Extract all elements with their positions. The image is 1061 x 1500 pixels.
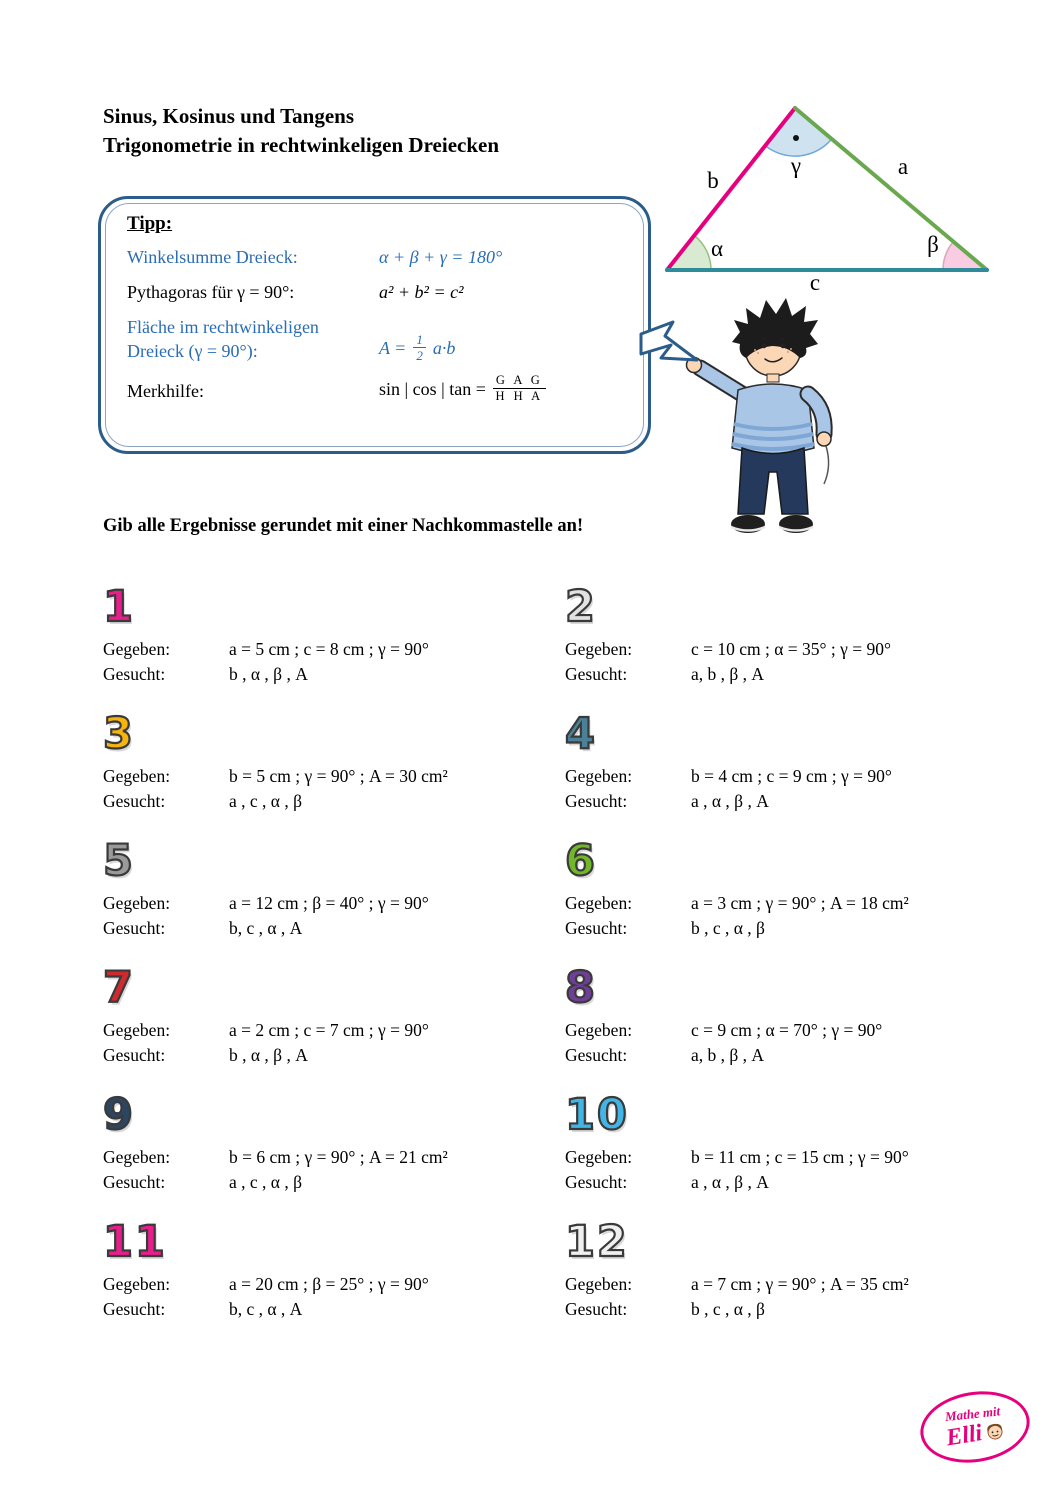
tip-formula: a² + b² = c² (379, 282, 464, 302)
exercise-number: 1 (103, 582, 135, 632)
triangle-label-c: c (809, 270, 821, 295)
gesucht-value: b , α , β , A (229, 664, 308, 684)
gegeben-row (103, 764, 565, 789)
gesucht-value: a, b , β , A (691, 664, 765, 684)
tip-label: Merkhilfe: (127, 381, 204, 402)
gegeben-label: Gegeben: (103, 766, 171, 786)
triangle-label-alpha: α (710, 236, 724, 261)
gesucht-label: Gesucht: (103, 918, 166, 938)
gesucht-label: Gesucht: (103, 1299, 166, 1319)
gegeben-value: a = 3 cm ; γ = 90° ; A = 18 cm² (691, 893, 909, 913)
title-line-1: Sinus, Kosinus und Tangens (103, 104, 355, 128)
tip-box (98, 196, 651, 454)
gegeben-label: Gegeben: (103, 1020, 171, 1040)
gegeben-label: Gegeben: (103, 893, 171, 913)
page-title (103, 102, 499, 160)
exercise-number: 11 (103, 1217, 167, 1267)
exercise-number: 2 (565, 582, 597, 632)
exercise-number: 6 (565, 836, 597, 886)
gesucht-value: b , c , α , β (691, 1299, 765, 1319)
gesucht-value: a, b , β , A (691, 1045, 765, 1065)
triangle-side-b (667, 108, 795, 270)
gesucht-label: Gesucht: (565, 1299, 628, 1319)
exercise-grid (103, 580, 983, 1342)
exercise-3 (103, 707, 565, 834)
gesucht-row (565, 916, 983, 941)
gegeben-row (103, 637, 565, 662)
exercise-number: 3 (103, 709, 135, 759)
triangle-side-a (795, 108, 987, 270)
gegeben-value: b = 4 cm ; c = 9 cm ; γ = 90° (691, 766, 892, 786)
gesucht-row (103, 789, 565, 814)
gesucht-row (103, 916, 565, 941)
gesucht-value: b , c , α , β (691, 918, 765, 938)
gegeben-row (565, 1018, 983, 1043)
fraction-numerator: 1 (413, 333, 426, 349)
exercise-1 (103, 580, 565, 707)
exercise-4 (565, 707, 983, 834)
tip-formula (379, 333, 455, 363)
gesucht-label: Gesucht: (565, 664, 628, 684)
gegeben-value: a = 5 cm ; c = 8 cm ; γ = 90° (229, 639, 429, 659)
tip-label-line-1: Fläche im rechtwinkeligen (127, 317, 319, 337)
gegeben-row (565, 637, 983, 662)
gegeben-row (103, 1145, 565, 1170)
triangle-label-a: a (897, 154, 909, 179)
exercise-7 (103, 961, 565, 1088)
exercise-number: 8 (565, 963, 597, 1013)
fraction (493, 374, 546, 403)
triangle-label-gamma: γ (790, 153, 802, 178)
exercise-8 (565, 961, 983, 1088)
fraction-denominator: H H A (495, 389, 544, 404)
tip-label: Winkelsumme Dreieck: (127, 247, 298, 267)
exercise-5 (103, 834, 565, 961)
exercise-6 (565, 834, 983, 961)
gegeben-value: a = 2 cm ; c = 7 cm ; γ = 90° (229, 1020, 429, 1040)
fraction-numerator: G A G (493, 374, 546, 389)
gesucht-value: b , α , β , A (229, 1045, 308, 1065)
formula-suffix: a·b (432, 337, 456, 358)
gesucht-label: Gesucht: (565, 1045, 628, 1065)
gegeben-row (565, 764, 983, 789)
gegeben-value: b = 11 cm ; c = 15 cm ; γ = 90° (691, 1147, 909, 1167)
tip-label-line-2: Dreieck (γ = 90°): (127, 341, 258, 361)
logo-text-line2: Elli (944, 1420, 985, 1452)
tip-formula (379, 374, 546, 403)
gesucht-label: Gesucht: (565, 791, 628, 811)
gesucht-row (565, 662, 983, 687)
tip-label (127, 315, 379, 363)
triangle-figure (655, 100, 1000, 295)
speech-bubble-tail (637, 314, 712, 380)
gegeben-value: a = 7 cm ; γ = 90° ; A = 35 cm² (691, 1274, 909, 1294)
gegeben-label: Gegeben: (565, 1020, 633, 1040)
tip-row-flaeche (127, 315, 622, 363)
gegeben-label: Gegeben: (103, 639, 171, 659)
exercise-number: 9 (103, 1090, 135, 1140)
gegeben-row (103, 1272, 565, 1297)
tip-row-merkhilfe (127, 374, 622, 403)
gegeben-value: a = 12 cm ; β = 40° ; γ = 90° (229, 893, 429, 913)
tip-row-pythagoras (127, 280, 622, 304)
triangle-label-b: b (707, 168, 719, 193)
gegeben-label: Gegeben: (565, 1274, 633, 1294)
gegeben-label: Gegeben: (565, 639, 633, 659)
gegeben-row (103, 891, 565, 916)
instruction-text: Gib alle Ergebnisse gerundet mit einer Nachkommastelle an! (103, 516, 584, 536)
logo-girl-face-icon (982, 1418, 1007, 1443)
logo-mathe-mit-elli (915, 1384, 1035, 1470)
exercise-number: 10 (565, 1090, 629, 1140)
gesucht-row (103, 1297, 565, 1322)
gegeben-value: b = 6 cm ; γ = 90° ; A = 21 cm² (229, 1147, 448, 1167)
gesucht-row (103, 662, 565, 687)
gegeben-value: c = 9 cm ; α = 70° ; γ = 90° (691, 1020, 883, 1040)
triangle-label-beta: β (927, 232, 939, 257)
gesucht-row (565, 1043, 983, 1068)
gesucht-value: b, c , α , A (229, 1299, 303, 1319)
gegeben-label: Gegeben: (565, 1147, 633, 1167)
gesucht-label: Gesucht: (103, 1045, 166, 1065)
gesucht-label: Gesucht: (565, 1172, 628, 1192)
gegeben-label: Gegeben: (103, 1274, 171, 1294)
tip-label: Pythagoras für γ = 90°: (127, 282, 295, 302)
exercise-2 (565, 580, 983, 707)
kid-pants (738, 448, 808, 514)
gesucht-value: b, c , α , A (229, 918, 303, 938)
gesucht-value: a , c , α , β (229, 1172, 302, 1192)
gesucht-value: a , α , β , A (691, 1172, 769, 1192)
logo-text-line1: Mathe mit (944, 1403, 1002, 1425)
gegeben-row (103, 1018, 565, 1043)
exercise-number: 7 (103, 963, 135, 1013)
gesucht-row (103, 1043, 565, 1068)
gesucht-value: a , α , β , A (691, 791, 769, 811)
gegeben-row (565, 1145, 983, 1170)
gesucht-label: Gesucht: (565, 918, 628, 938)
gegeben-value: c = 10 cm ; α = 35° ; γ = 90° (691, 639, 892, 659)
gesucht-label: Gesucht: (103, 664, 166, 684)
gesucht-row (565, 1170, 983, 1195)
fraction-denominator: 2 (416, 348, 423, 364)
gegeben-row (565, 1272, 983, 1297)
tip-heading: Tipp: (127, 213, 173, 234)
exercise-number: 5 (103, 836, 135, 886)
gegeben-value: b = 5 cm ; γ = 90° ; A = 30 cm² (229, 766, 448, 786)
gegeben-label: Gegeben: (103, 1147, 171, 1167)
gesucht-value: a , c , α , β (229, 791, 302, 811)
gesucht-label: Gesucht: (103, 1172, 166, 1192)
gesucht-row (565, 1297, 983, 1322)
exercise-11 (103, 1215, 565, 1342)
exercise-number: 4 (565, 709, 597, 759)
gesucht-label: Gesucht: (103, 791, 166, 811)
formula-prefix: A = (379, 337, 407, 358)
right-angle-dot (793, 135, 799, 141)
exercise-number: 12 (565, 1217, 629, 1267)
tip-formula: α + β + γ = 180° (379, 247, 503, 267)
gegeben-label: Gegeben: (565, 893, 633, 913)
exercise-12 (565, 1215, 983, 1342)
gesucht-row (103, 1170, 565, 1195)
gegeben-row (565, 891, 983, 916)
gegeben-value: a = 20 cm ; β = 25° ; γ = 90° (229, 1274, 429, 1294)
gegeben-label: Gegeben: (565, 766, 633, 786)
fraction (413, 333, 426, 363)
exercise-10 (565, 1088, 983, 1215)
formula-prefix: sin | cos | tan = (379, 378, 486, 399)
tip-row-winkelsumme (127, 245, 622, 269)
exercise-9 (103, 1088, 565, 1215)
gesucht-row (565, 789, 983, 814)
title-line-2: Trigonometrie in rechtwinkeligen Dreiecken (103, 133, 500, 157)
